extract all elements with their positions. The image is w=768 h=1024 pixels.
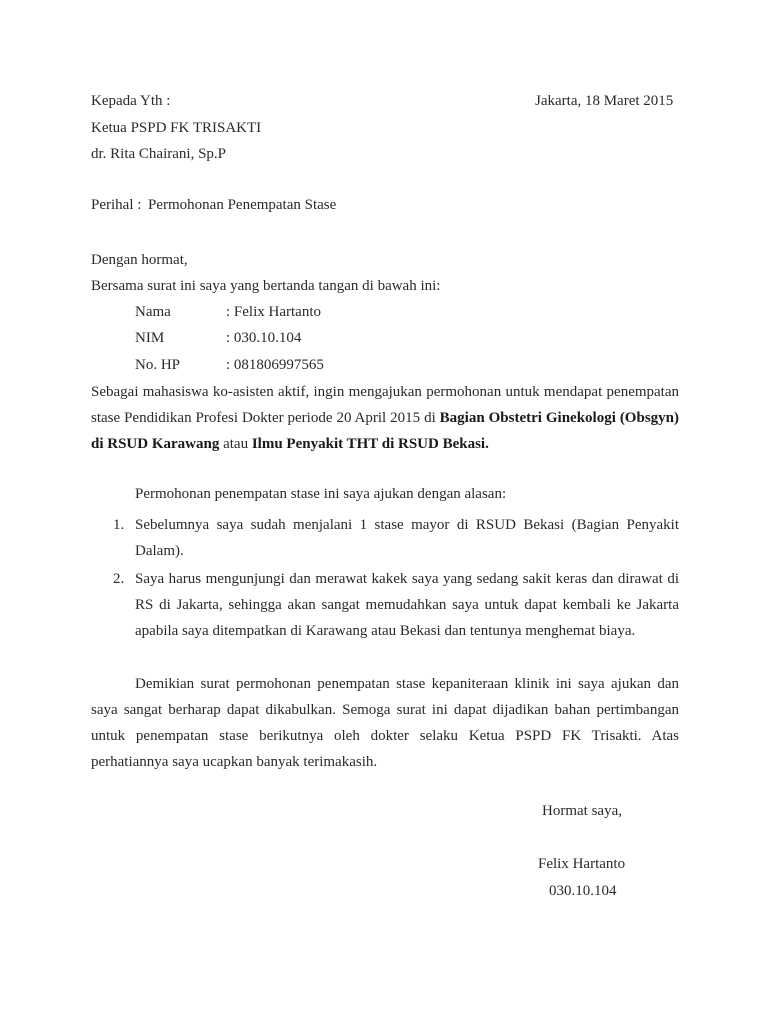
- request-paragraph: [91, 379, 679, 457]
- recipient-name: dr. Rita Chairani, Sp.P: [91, 146, 226, 162]
- signature-salutation: Hormat saya,: [542, 803, 622, 819]
- identity-label-nim: NIM: [135, 330, 165, 346]
- recipient-title: Ketua PSPD FK TRISAKTI: [91, 120, 262, 136]
- request-place-1: Bagian Obstetri Ginekologi (Obsgyn) di RSUD Karawang: [91, 410, 679, 452]
- signature-name: Felix Hartanto: [538, 856, 626, 872]
- list-number: 2.: [113, 571, 125, 587]
- request-connector: atau: [219, 436, 252, 452]
- request-text: Sebagai mahasiswa ko-asisten aktif, ingin mengajukan permohonan untuk mendapat penempatan stase Pendidikan Profesi Dokter periode 20 April 2015 di: [91, 384, 679, 426]
- list-text: Sebelumnya saya sudah menjalani 1 stase mayor di RSUD Bekasi (Bagian Penyakit Dalam).: [135, 517, 679, 559]
- identity-value-name: : Felix Hartanto: [226, 304, 321, 320]
- list-text: Saya harus mengunjungi dan merawat kakek saya yang sedang sakit keras dan dirawat di RS di Jakarta, sehingga akan sangat memudahkan saya untuk dapat kembali ke Jakarta apabila saya ditempatkan di Karawang atau Bekasi dan tentunya menghemat biaya.: [135, 571, 679, 639]
- identity-label-name: Nama: [135, 304, 171, 320]
- identity-value-phone: : 081806997565: [226, 357, 324, 373]
- greeting: Dengan hormat,: [91, 252, 188, 268]
- request-place-2: Ilmu Penyakit THT di RSUD Bekasi.: [251, 436, 489, 452]
- subject-text: Permohonan Penempatan Stase: [148, 197, 337, 213]
- reasons-intro: Permohonan penempatan stase ini saya ajukan dengan alasan:: [135, 486, 507, 502]
- identity-value-nim: : 030.10.104: [226, 330, 302, 346]
- identity-label-phone: No. HP: [135, 357, 181, 373]
- letter-date: Jakarta, 18 Maret 2015: [535, 93, 674, 109]
- closing-paragraph: Demikian surat permohonan penempatan stase kepaniteraan klinik ini saya ajukan dan saya sangat berharap dapat dikabulkan. Semoga surat ini dapat dijadikan bahan pertimbangan untuk penempatan stase berikutnya oleh dokter selaku Ketua PSPD FK Trisakti. Atas perhatiannya saya ucapkan banyak terimakasih.: [91, 676, 679, 770]
- intro-text: Bersama surat ini saya yang bertanda tangan di bawah ini:: [91, 278, 441, 294]
- list-number: 1.: [113, 517, 125, 533]
- subject-label: Perihal :: [91, 197, 142, 213]
- addressee-line: Kepada Yth :: [91, 93, 171, 109]
- signature-nim: 030.10.104: [549, 883, 617, 899]
